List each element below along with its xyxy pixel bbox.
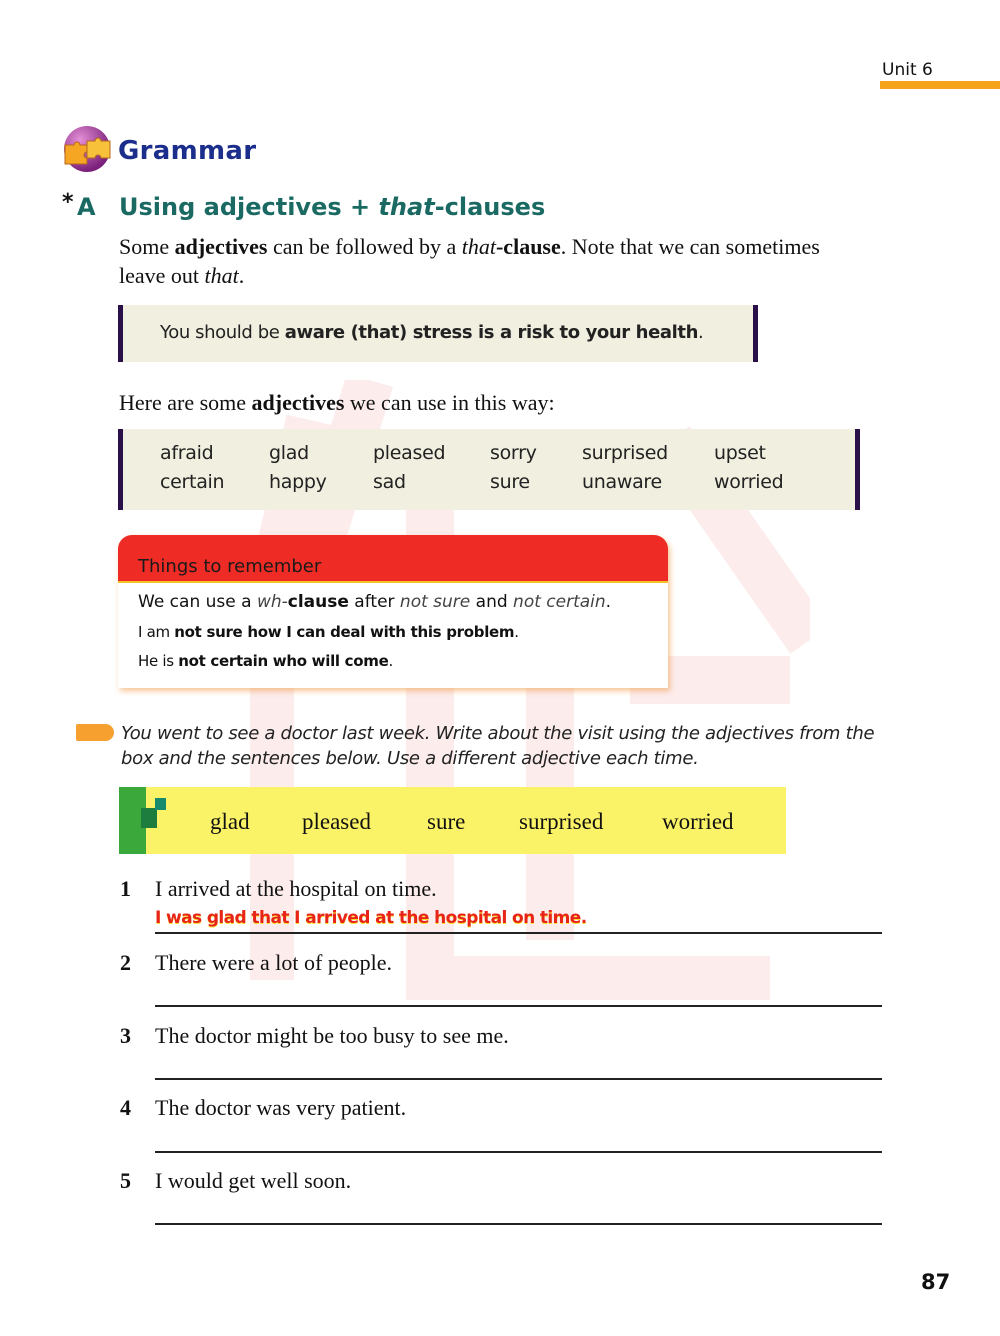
word-box-item: surprised (519, 809, 604, 834)
box-border-right (855, 429, 860, 510)
question-number: 4 (120, 1095, 131, 1120)
intro-text: Some (119, 234, 175, 259)
puzzle-icon (61, 125, 113, 173)
intro-bold: -clause (495, 234, 561, 259)
rule-line (138, 592, 611, 612)
exercise-bullet-icon (76, 724, 114, 741)
heading-part: Using adjectives + (119, 193, 379, 221)
exercise-instruction: You went to see a doctor last week. Write about the visit using the adjectives from the box and the sentences below. Use a different adjective each time. (121, 723, 875, 769)
question-text: I would get well soon. (155, 1168, 352, 1193)
word-box-decoration (146, 787, 168, 798)
answer-field[interactable]: I was glad that I arrived at the hospital on time. (155, 908, 587, 928)
answer-field[interactable] (155, 1005, 882, 1007)
rule-example (138, 623, 519, 641)
text-bold: adjectives (251, 390, 345, 415)
intro-italic: that (461, 234, 496, 259)
text-italic: not sure (399, 592, 471, 612)
adjective: surprised (582, 442, 668, 464)
adjective: glad (269, 442, 309, 464)
question-text: I arrived at the hospital on time. (155, 876, 437, 901)
heading-italic: that (378, 193, 435, 221)
intro-paragraph (119, 232, 849, 290)
things-to-remember-title: Things to remember (138, 556, 322, 577)
unit-label: Unit 6 (882, 60, 933, 80)
grammar-title: Grammar (118, 136, 257, 166)
example-sentence (160, 322, 703, 343)
question-number: 5 (120, 1168, 131, 1193)
text-bold: not sure how I can deal with this problem (174, 623, 515, 641)
word-box-item: sure (427, 809, 466, 834)
text: . (605, 592, 612, 612)
text: we can use in this way: (344, 390, 555, 415)
text-italic: not certain (513, 592, 606, 612)
things-to-remember-box (118, 535, 668, 688)
adjective: afraid (160, 442, 214, 464)
word-box-item: pleased (302, 809, 371, 834)
rule-example (138, 652, 393, 670)
text: . (388, 652, 393, 670)
heading-part: -clauses (434, 193, 546, 221)
text: He is (138, 652, 179, 670)
example-box (118, 305, 758, 362)
word-box-item: glad (210, 809, 250, 834)
intro-bold: adjectives (174, 234, 268, 259)
text-bold: not certain who will come (178, 652, 389, 670)
answer-field[interactable] (155, 1151, 882, 1153)
answer-field[interactable] (155, 1078, 882, 1080)
answer-field[interactable] (155, 1223, 882, 1225)
adjective: worried (714, 471, 784, 493)
word-box-decoration (155, 798, 166, 810)
text: after (348, 592, 400, 612)
adjective: pleased (373, 442, 446, 464)
word-box-decoration (141, 808, 157, 828)
adjectives-grid (160, 442, 804, 493)
section-heading (119, 193, 545, 221)
question-text: There were a lot of people. (155, 950, 392, 975)
text-italic: wh- (256, 592, 288, 612)
example-text: . (698, 322, 704, 343)
text-bold: clause (287, 592, 349, 612)
section-letter: A (77, 193, 96, 221)
adjective: certain (160, 471, 225, 493)
box-border-left (118, 429, 123, 510)
text: We can use a (138, 592, 257, 612)
question-text: The doctor might be too busy to see me. (155, 1023, 509, 1048)
text: Here are some (119, 390, 252, 415)
question-text: The doctor was very patient. (155, 1095, 407, 1120)
box-border-left (118, 305, 123, 362)
example-text: You should be (160, 322, 285, 343)
adjective: sure (490, 471, 530, 493)
question-number: 3 (120, 1023, 131, 1048)
things-to-remember-header (118, 535, 668, 583)
question-number: 2 (120, 950, 131, 975)
example-bold: aware (that) stress is a risk to your health (284, 322, 699, 343)
adjectives-intro (119, 390, 555, 416)
intro-text: . Note that we can sometimes leave out (119, 234, 820, 288)
text: I am (138, 623, 175, 641)
unit-accent-bar (880, 81, 1000, 89)
box-border-right (753, 305, 758, 362)
intro-text: can be followed by a (267, 234, 462, 259)
word-box (119, 787, 786, 854)
word-box-item: worried (662, 809, 734, 834)
adjective: sorry (490, 442, 537, 464)
text: . (514, 623, 519, 641)
text: and (470, 592, 514, 612)
adjectives-box (118, 429, 860, 510)
intro-text: . (238, 263, 245, 288)
difficulty-star: * (62, 190, 74, 215)
adjective: happy (269, 471, 327, 493)
page-number: 87 (921, 1270, 951, 1294)
answer-line (155, 932, 882, 934)
question-number: 1 (120, 876, 131, 901)
adjective: upset (714, 442, 766, 464)
adjective: sad (373, 471, 406, 493)
adjective: unaware (582, 471, 662, 493)
intro-italic: that (204, 263, 239, 288)
